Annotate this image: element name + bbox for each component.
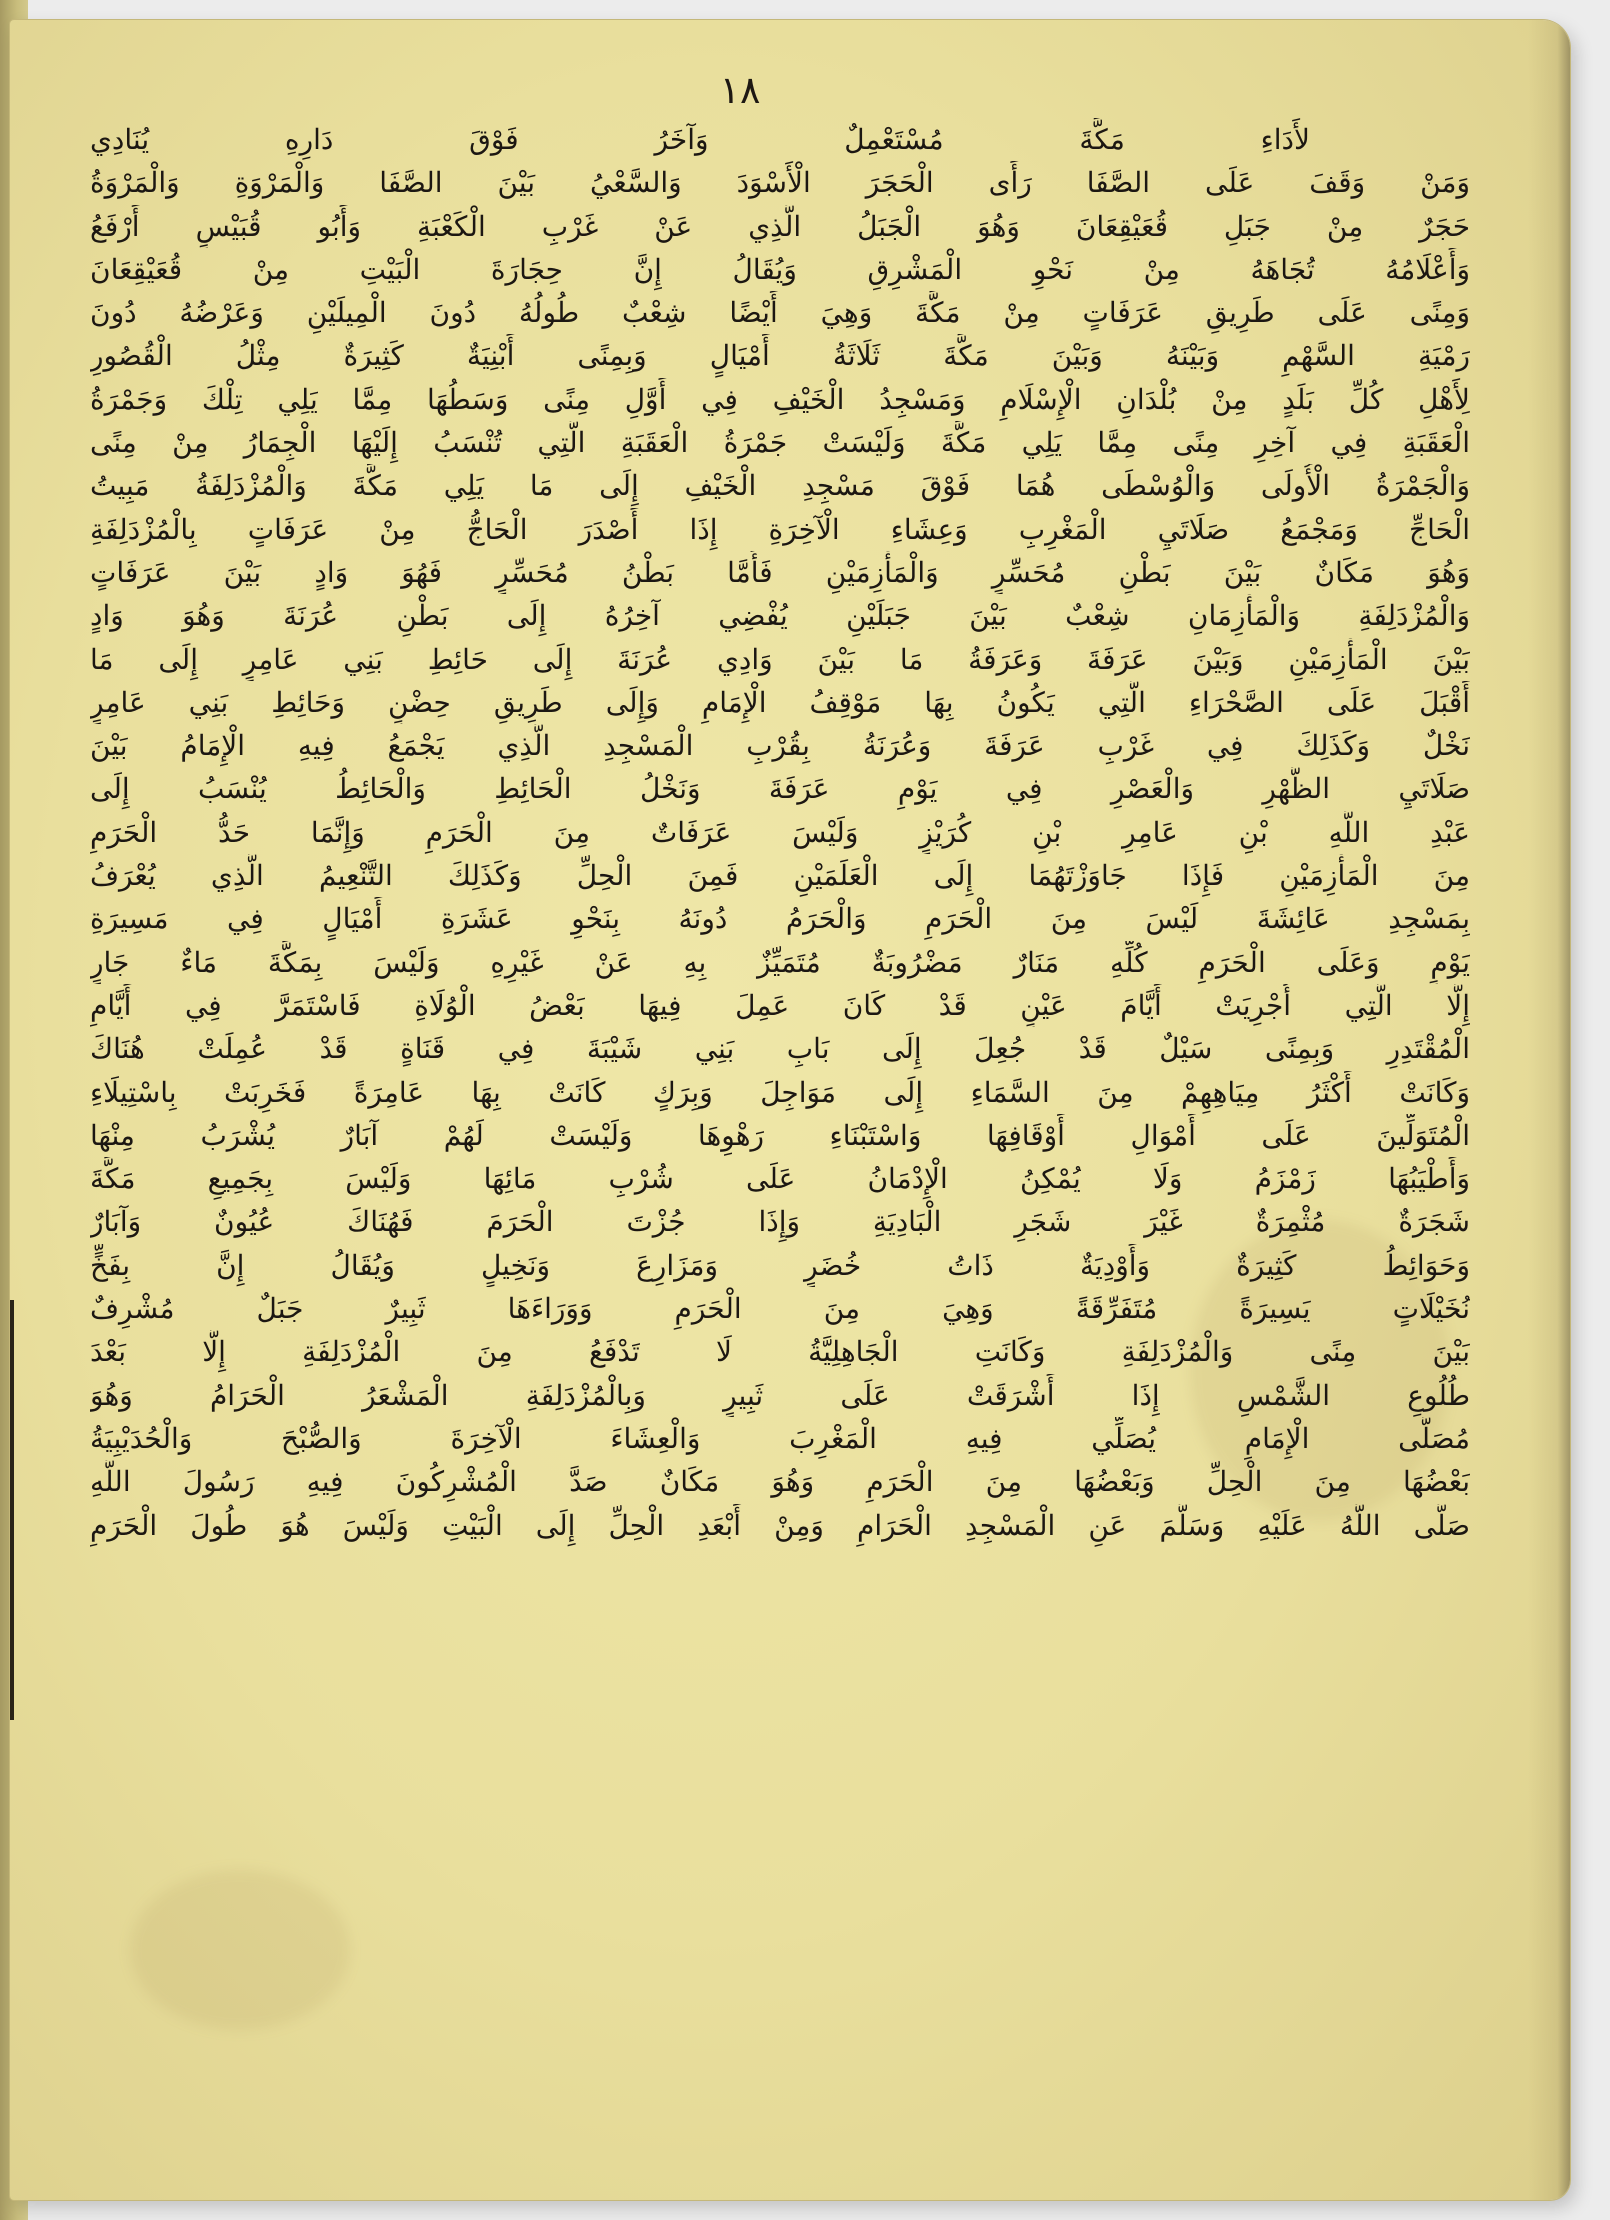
manuscript-page bbox=[10, 20, 1570, 2200]
text-line-1: لأَدَاءِ مَكَّةَ مُسْتَعْمِلٌ وَآخَرُ فَوْقَ دَارِهِ يُنَادِي bbox=[90, 123, 1310, 156]
text-line-6: رَمْيَةِ السَّهْمِ وَبَيْنَهُ وَبَيْنَ مَكَّةَ ثَلَاثَةُ أَمْيَالٍ وَبِمِنًى أَبْنِيَةٌ كَثِيرَةٌ مِثْلُ الْقُصُورِ bbox=[90, 339, 1470, 373]
text-line-20: يَوْمٍ وَعَلَى الْحَرَمِ كُلِّهِ مَنَارٌ مَضْرُوبَةٌ مُتَمَيِّزٌ بِهِ عَنْ غَيْرِهِ وَلَيْسَ بِمَكَّةَ مَاءٌ جَارٍ bbox=[90, 945, 1470, 979]
text-line-30: طُلُوعِ الشَّمْسِ إِذَا أَشْرَقَتْ عَلَى ثَبِيرٍ وَبِالْمُزْدَلِفَةِ الْمَشْعَرُ الْحَرَامُ وَهُوَ bbox=[90, 1378, 1470, 1412]
text-line-34 bbox=[90, 1547, 1470, 1590]
text-line-23: وَكَانَتْ أَكْثَرُ مِيَاهِهِمْ مِنَ السَّمَاءِ إِلَى مَوَاجِلَ وَبِرَكٍ كَانَتْ بِهَا عَامِرَةً فَخَرِبَتْ بِاسْتِيلَاءِ bbox=[90, 1075, 1470, 1109]
text-line-16: صَلَاتَيِ الظُّهْرِ وَالْعَصْرِ فِي يَوْمِ عَرَفَةَ وَنَخْلُ الْحَائِطِ وَالْحَائِطُ يُنْسَبُ إِلَى bbox=[90, 772, 1470, 806]
text-line-27: وَحَوَائِطُ كَثِيرَةٌ وَأَوْدِيَةٌ ذَاتُ خُضَرٍ وَمَزَارِعَ وَنَخِيلٍ وَيُقَالُ إِنَّ بِفَخٍّ bbox=[90, 1248, 1470, 1282]
binding-edge bbox=[10, 1300, 14, 1720]
text-line-21: إِلَّا الَّتِي أُجْرِيَتْ أَيَّامَ عَيْنٍ قَدْ كَانَ عَمِلَ فِيهَا بَعْضُ الْوُلَاةِ فَاسْتَمَرَّ فِي أَيَّامِ bbox=[90, 988, 1470, 1022]
text-line-3: حَجَرٌ مِنْ جَبَلِ قُعَيْقِعَانَ وَهُوَ الْجَبَلُ الَّذِي عَنْ غَرْبِ الْكَعْبَةِ وَأَبُو قُبَيْسٍ أَرْفَعُ bbox=[90, 209, 1470, 243]
text-line-9: وَالْجَمْرَةُ الْأُولَى وَالْوُسْطَى هُمَا فَوْقَ مَسْجِدِ الْخَيْفِ إِلَى مَا يَلِي مَكَّةَ وَالْمُزْدَلِفَةُ مَبِيتُ bbox=[90, 469, 1470, 503]
text-line-10: الْحَاجِّ وَمَجْمَعُ صَلَاتَيِ الْمَغْرِبِ وَعِشَاءِ الْآخِرَةِ إِذَا أَصْدَرَ الْحَاجُّ مِنْ عَرَفَاتٍ بِالْمُزْدَلِفَةِ bbox=[90, 512, 1470, 546]
text-line-19: بِمَسْجِدِ عَائِشَةَ لَيْسَ مِنَ الْحَرَمِ وَالْحَرَمُ دُونَهُ بِنَحْوِ عَشَرَةِ أَمْيَالٍ فِي مَسِيرَةِ bbox=[90, 902, 1470, 936]
text-line-24: الْمُتَوَلِّينَ عَلَى أَمْوَالِ أَوْقَافِهَا وَاسْتَبْنَاءِ رَهْوِهَا وَلَيْسَتْ لَهُمْ آبَارٌ يُشْرَبُ مِنْهَا bbox=[90, 1118, 1470, 1152]
text-line-8: الْعَقَبَةِ فِي آخِرِ مِنًى مِمَّا يَلِي مَكَّةَ وَلَيْسَتْ جَمْرَةُ الْعَقَبَةِ الَّتِي تُنْسَبُ إِلَيْهَا الْجِمَارُ مِنْ مِنًى bbox=[90, 426, 1470, 460]
folio-number: ١٨ bbox=[719, 68, 761, 112]
text-line-17: عَبْدِ اللَّهِ بْنِ عَامِرِ بْنِ كُرَيْزٍ وَلَيْسَ عَرَفَاتٌ مِنَ الْحَرَمِ وَإِنَّمَا حَدُّ الْحَرَمِ bbox=[90, 815, 1470, 849]
text-line-35 bbox=[90, 1590, 1470, 1633]
text-line-31: مُصَلَّى الْإِمَامِ يُصَلِّي فِيهِ الْمَغْرِبَ وَالْعِشَاءَ الْآخِرَةَ وَالصُّبْحَ وَالْحُدَيْبِيَةُ bbox=[90, 1421, 1470, 1455]
text-line-28: نُخَيْلَاتٍ يَسِيرَةً مُتَفَرِّقَةً وَهِيَ مِنَ الْحَرَمِ وَوَرَاءَهَا ثَبِيرٌ جَبَلٌ مُشْرِفٌ bbox=[90, 1292, 1470, 1326]
text-line-29: بَيْنَ مِنًى وَالْمُزْدَلِفَةِ وَكَانَتِ الْجَاهِلِيَّةُ لَا تَدْفَعُ مِنَ الْمُزْدَلِفَةِ إِلَّا بَعْدَ bbox=[90, 1335, 1470, 1369]
text-line-5: وَمِنًى عَلَى طَرِيقِ عَرَفَاتٍ مِنْ مَكَّةَ وَهِيَ أَيْضًا شِعْبٌ طُولُهُ دُونَ الْمِيلَيْنِ وَعَرْضُهُ دُونَ bbox=[90, 296, 1470, 330]
text-line-25: وَأَطْيَبُهَا زَمْزَمُ وَلَا يُمْكِنُ الْإِدْمَانُ عَلَى شُرْبِ مَائِهَا وَلَيْسَ بِجَمِيعِ مَكَّةَ bbox=[90, 1162, 1470, 1196]
text-line-22: الْمُقْتَدِرِ وَبِمِنًى سَيْلٌ قَدْ جُعِلَ إِلَى بَابِ بَنِي شَيْبَةَ فِي قَنَاةٍ قَدْ عُمِلَتْ هُنَاكَ bbox=[90, 1032, 1470, 1066]
text-line-7: لِأَهْلِ كُلِّ بَلَدٍ مِنْ بُلْدَانِ الْإِسْلَامِ وَمَسْجِدُ الْخَيْفِ فِي أَوَّلِ مِنًى وَسَطُهَا مِمَّا يَلِي تِلْكَ وَجَمْرَةُ bbox=[90, 382, 1470, 416]
text-line-26: شَجَرَةٌ مُثْمِرَةٌ غَيْرَ شَجَرِ الْبَادِيَةِ وَإِذَا جُزْتَ الْحَرَمَ فَهُنَاكَ عُيُونٌ وَآبَارٌ bbox=[90, 1205, 1470, 1239]
text-line-15: نَخْلٌ وَكَذَلِكَ فِي غَرْبِ عَرَفَةَ وَعُرَنَةُ بِقُرْبِ الْمَسْجِدِ الَّذِي يَجْمَعُ فِيهِ الْإِمَامُ بَيْنَ bbox=[90, 729, 1470, 763]
text-line-12: وَالْمُزْدَلِفَةِ وَالْمَأْزِمَانِ شِعْبٌ بَيْنَ جَبَلَيْنِ يُفْضِي آخِرُهُ إِلَى بَطْنِ عُرَنَةَ وَهُوَ وَادٍ bbox=[90, 599, 1470, 633]
paper-stain bbox=[130, 1870, 350, 2030]
text-line-33: صَلَّى اللَّهُ عَلَيْهِ وَسَلَّمَ عَنِ الْمَسْجِدِ الْحَرَامِ وَمِنْ أَبْعَدِ الْحِلِّ إِلَى الْبَيْتِ وَلَيْسَ هُوَ طُولَ الْحَرَمِ bbox=[90, 1508, 1470, 1542]
text-line-2: وَمَنْ وَقَفَ عَلَى الصَّفَا رَأَى الْحَجَرَ الْأَسْوَدَ وَالسَّعْيُ بَيْنَ الصَّفَا وَالْمَرْوَةِ وَالْمَرْوَةُ bbox=[90, 166, 1470, 200]
text-line-14: أَقْبَلَ عَلَى الصَّحْرَاءِ الَّتِي يَكُونُ بِهَا مَوْقِفُ الْإِمَامِ وَإِلَى طَرِيقِ حِضْنٍ وَحَائِطِ بَنِي عَامِرٍ bbox=[90, 685, 1470, 719]
text-line-32: بَعْضُهَا مِنَ الْحِلِّ وَبَعْضُهَا مِنَ الْحَرَمِ وَهُوَ مَكَانٌ صَدَّ الْمُشْرِكُونَ فِيهِ رَسُولَ اللَّهِ bbox=[90, 1465, 1470, 1499]
text-line-13: بَيْنَ الْمَأْزِمَيْنِ وَبَيْنَ عَرَفَةَ وَعَرَفَةُ مَا بَيْنَ وَادِي عُرَنَةَ إِلَى حَائِطِ بَنِي عَامِرٍ إِلَى مَا bbox=[90, 642, 1470, 676]
text-line-11: وَهُوَ مَكَانٌ بَيْنَ بَطْنِ مُحَسِّرٍ وَالْمَأْزِمَيْنِ فَأَمَّا بَطْنُ مُحَسِّرٍ فَهُوَ وَادٍ بَيْنَ عَرَفَاتٍ bbox=[90, 555, 1470, 589]
text-line-18: مِنَ الْمَأْزِمَيْنِ فَإِذَا جَاوَزْتَهُمَا إِلَى الْعَلَمَيْنِ فَمِنَ الْحِلِّ وَكَذَلِكَ التَّنْعِيمُ الَّذِي يُعْرَفُ bbox=[90, 859, 1470, 893]
manuscript-text-block bbox=[90, 118, 1470, 1633]
text-line-4: وَأَعْلَامُهُ تُجَاهَهُ مِنْ نَحْوِ الْمَشْرِقِ وَيُقَالُ إِنَّ حِجَارَةَ الْبَيْتِ مِنْ قُعَيْقِعَانَ bbox=[90, 252, 1470, 286]
